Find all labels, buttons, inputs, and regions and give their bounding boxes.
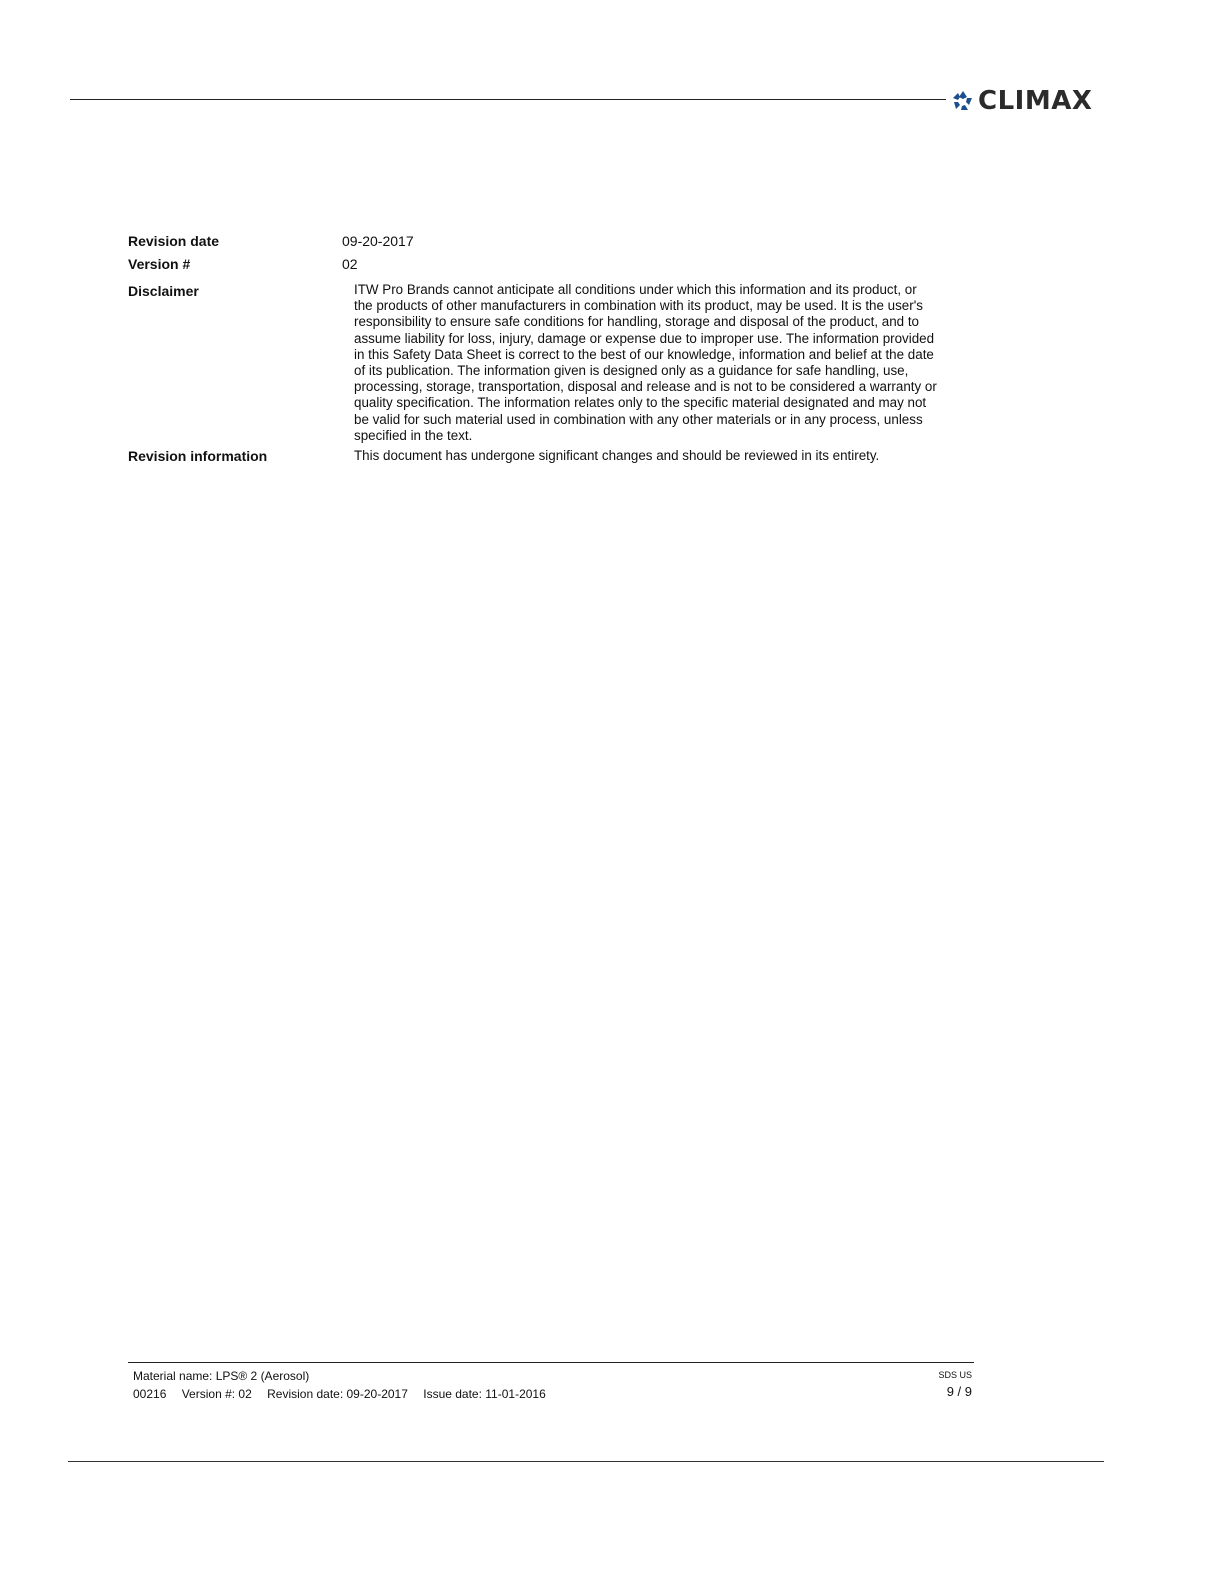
disclaimer-line: responsibility to ensure safe conditions for handling, storage and disposal of the product, and to [354, 314, 919, 330]
disclaimer-text [354, 282, 980, 444]
disclaimer-line: quality specification. The information relates only to the specific material designated and may not [354, 395, 927, 411]
revision-information-row [128, 447, 988, 465]
disclaimer-label: Disclaimer [128, 283, 199, 299]
revision-date-row [128, 232, 988, 250]
sds-type-label: SDS US [938, 1370, 972, 1380]
disclaimer-line: be valid for such material used in combination with any other materials or in any process, unless [354, 411, 923, 427]
disclaimer-line: specified in the text. [354, 427, 473, 443]
version-value: 02 [342, 256, 358, 272]
footer-document-info [133, 1367, 546, 1403]
footer-product-code: 00216 [133, 1387, 167, 1401]
version-row [128, 255, 988, 273]
revision-date-value: 09-20-2017 [342, 233, 414, 249]
climax-logo [952, 86, 1092, 116]
revision-information-value: This document has undergone significant changes and should be reviewed in its entirety. [354, 448, 880, 464]
page-number: 9 / 9 [946, 1384, 972, 1399]
disclaimer-line: processing, storage, transportation, disposal and release and is not to be considered a warranty or [354, 379, 937, 395]
footer-material-name: Material name: LPS® 2 (Aerosol) [133, 1369, 310, 1383]
footer-issue-date: Issue date: 11-01-2016 [423, 1387, 546, 1401]
footer-meta [133, 1385, 546, 1403]
footer-page-info [938, 1368, 972, 1402]
disclaimer-row [128, 282, 988, 444]
revision-date-label: Revision date [128, 233, 220, 249]
footer-version: Version #: 02 [181, 1387, 252, 1401]
climax-star-logo-icon [952, 90, 974, 112]
header-rule [70, 99, 946, 100]
disclaimer-line: of its publication. The information given is designed only as a guidance for safe handling, use, [354, 363, 909, 379]
disclaimer-line: in this Safety Data Sheet is correct to the best of our knowledge, information and belief at the date [354, 346, 934, 362]
brand-name: CLIMAX [978, 86, 1093, 116]
footer-revision-date: Revision date: 09-20-2017 [267, 1387, 408, 1401]
version-label: Version # [128, 256, 191, 272]
footer-rule [128, 1362, 974, 1363]
disclaimer-line: assume liability for loss, injury, damage or expense due to improper use. The information provided [354, 330, 935, 346]
disclaimer-line: the products of other manufacturers in combination with its product, may be used. It is the user's [354, 298, 923, 314]
revision-information-label: Revision information [128, 448, 268, 465]
revision-section [128, 232, 988, 465]
bottom-rule [68, 1461, 1104, 1462]
disclaimer-line: ITW Pro Brands cannot anticipate all conditions under which this information and its product, or [354, 282, 917, 297]
